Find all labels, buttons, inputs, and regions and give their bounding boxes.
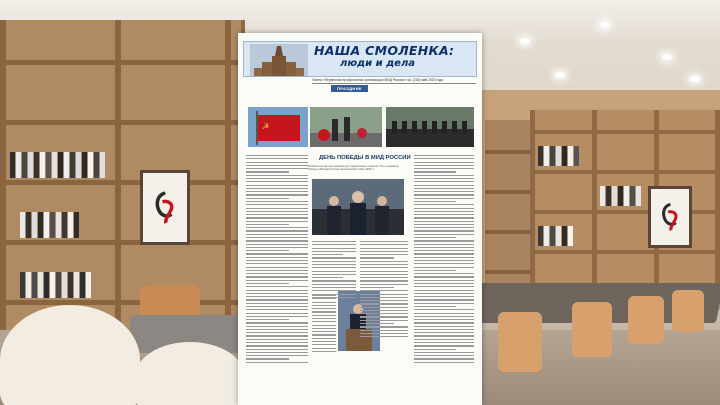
article-headline: ДЕНЬ ПОБЕДЫ В МИД РОССИИ: [319, 155, 411, 161]
crowd-photo: [386, 107, 474, 147]
building-icon: [250, 44, 308, 76]
wall-logo: [648, 186, 692, 248]
beanbag: [135, 342, 245, 405]
text-column: [312, 241, 356, 300]
section-rubric: ПРАЗДНИК: [331, 85, 368, 92]
chair: [628, 296, 664, 344]
book-row: [600, 186, 642, 206]
newspaper-title: НАША СМОЛЕНКА:: [314, 43, 455, 58]
main-photo: [312, 179, 404, 235]
book-row: [20, 212, 80, 238]
logo-emblem-icon: [659, 197, 682, 236]
ceiling-light: [520, 38, 530, 44]
ceiling-light: [600, 22, 610, 28]
newspaper-tagline: Газета «Первичная профсоюзная организация МИД России» №1 (216) май 2020 года: [312, 78, 476, 84]
beanbag: [0, 305, 140, 405]
text-column: [360, 241, 408, 339]
left-bookshelf: [0, 20, 245, 350]
text-column: [246, 155, 308, 365]
book-row: [538, 226, 574, 246]
text-column: [312, 295, 336, 354]
book-row: [10, 152, 106, 178]
ceiling-light: [555, 72, 565, 78]
book-row: [20, 272, 92, 298]
chair: [498, 312, 542, 372]
logo-emblem-icon: [152, 183, 178, 231]
wall-logo: [140, 170, 190, 245]
chair: [672, 290, 704, 332]
middle-bookshelf: [485, 120, 533, 290]
text-column: [414, 155, 474, 365]
ceiling-light: [690, 76, 700, 82]
flag-icon: [248, 107, 308, 147]
newspaper-subtitle: люди и дела: [340, 58, 416, 69]
book-row: [538, 146, 580, 166]
svg-text:☭: ☭: [262, 122, 270, 131]
masthead: [243, 41, 477, 77]
flag-photo: [248, 107, 308, 147]
ceiling-light: [662, 54, 672, 60]
newspaper-page: [238, 33, 482, 405]
chair: [572, 302, 612, 357]
article-lead: В Министерстве иностранных дел торжественно отметили 75-ю годовщину Победы в Великой Отечественной войне 1941–1945 гг.: [308, 165, 399, 171]
ceremony-photo: [310, 107, 382, 147]
